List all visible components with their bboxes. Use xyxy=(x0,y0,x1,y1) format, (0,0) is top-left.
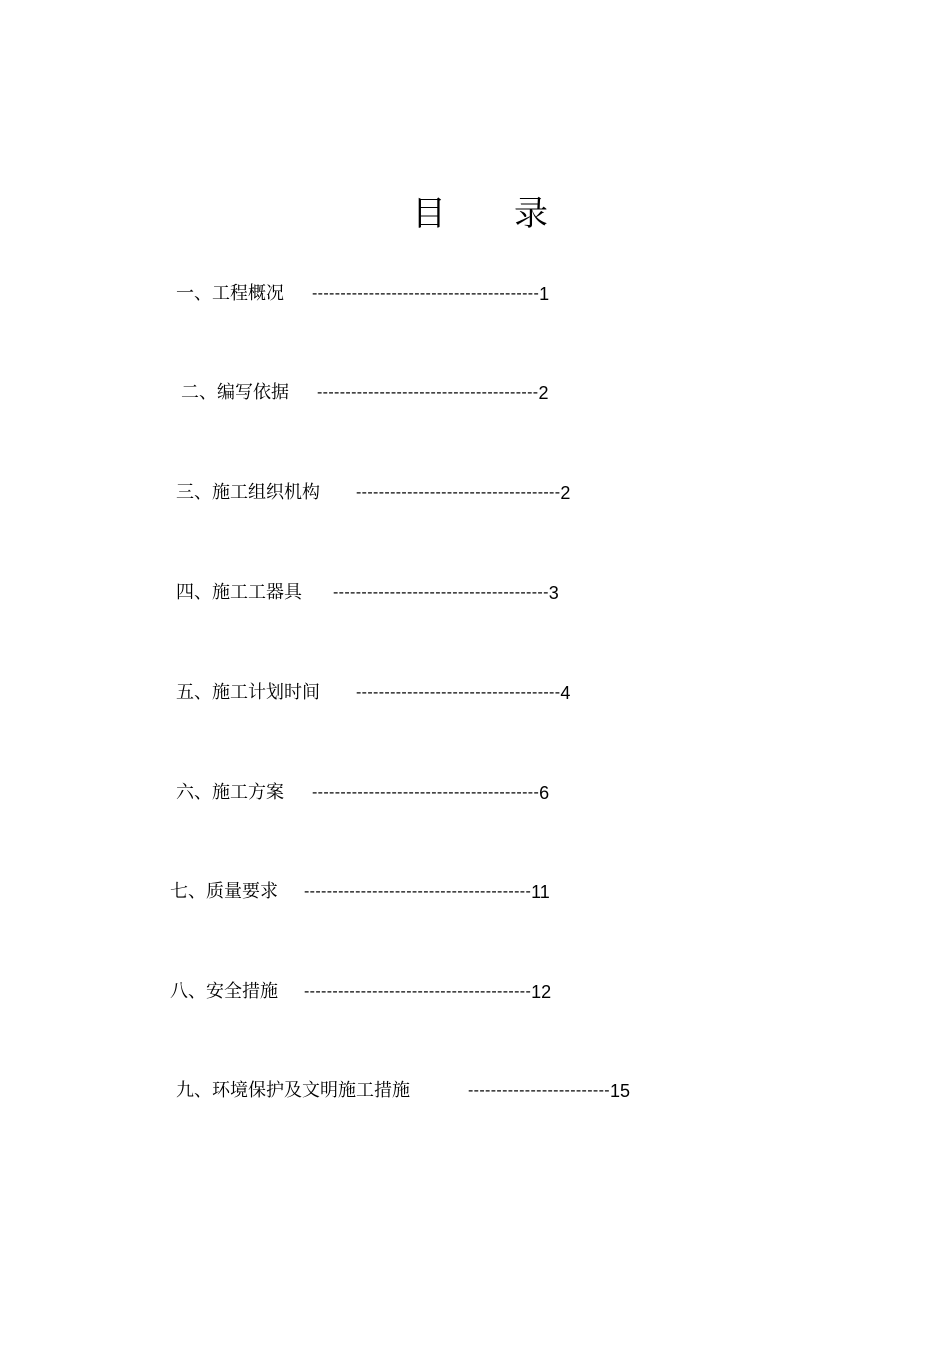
toc-entry-label: 七、质量要求 xyxy=(170,881,278,902)
toc-entry-leader: ------------------------------------ xyxy=(356,684,561,701)
toc-entry xyxy=(176,579,559,607)
toc-entry-page: 11 xyxy=(531,882,550,902)
toc-entry xyxy=(176,679,570,707)
toc-title-char: 目 xyxy=(412,194,446,234)
toc-entry-page: 3 xyxy=(548,583,559,603)
toc-entry xyxy=(176,280,549,308)
toc-entry-label: 三、施工组织机构 xyxy=(176,482,320,503)
toc-entry-page: 2 xyxy=(560,483,571,503)
toc-entry-page: 12 xyxy=(531,982,552,1002)
toc-entry xyxy=(170,878,550,906)
toc-entry-label: 六、施工方案 xyxy=(176,782,284,803)
toc-entry-leader: ---------------------------------------- xyxy=(304,883,532,900)
toc-entry-leader: -------------------------------------- xyxy=(333,584,549,601)
toc-entry xyxy=(181,379,548,407)
toc-entry-page: 6 xyxy=(539,783,550,803)
toc-entry-label: 九、环境保护及文明施工措施 xyxy=(176,1080,410,1101)
toc-entry-leader: ---------------------------------------- xyxy=(312,784,540,801)
toc-entry-label: 八、安全措施 xyxy=(170,981,278,1002)
toc-entry-page: 2 xyxy=(538,383,549,403)
toc-entry xyxy=(176,779,549,807)
toc-entry-page: 4 xyxy=(560,683,571,703)
toc-entry xyxy=(170,978,551,1006)
toc-entry-leader: ---------------------------------------- xyxy=(304,983,532,1000)
toc-entry-leader: ------------------------------------ xyxy=(356,484,561,501)
toc-entry-label: 五、施工计划时间 xyxy=(176,682,320,703)
toc-entry-page: 1 xyxy=(539,284,550,304)
toc-entry xyxy=(176,1077,630,1105)
toc-entry-label: 一、工程概况 xyxy=(176,283,284,304)
toc-entry-leader: --------------------------------------- xyxy=(317,384,539,401)
toc-title-char: 录 xyxy=(514,194,548,234)
toc-entry-page: 15 xyxy=(609,1081,630,1101)
toc-entry xyxy=(176,479,570,507)
toc-entry-leader: ------------------------- xyxy=(468,1082,610,1099)
toc-entry-leader: ---------------------------------------- xyxy=(312,285,540,302)
toc-entry-label: 二、编写依据 xyxy=(181,382,289,403)
toc-entry-label: 四、施工工器具 xyxy=(176,582,302,603)
toc-title xyxy=(0,190,950,240)
